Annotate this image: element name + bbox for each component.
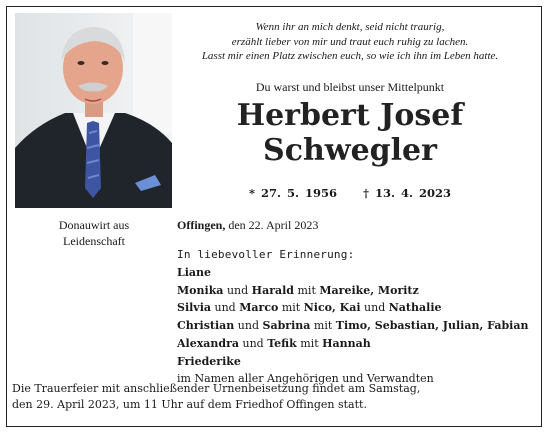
caption-line: Donauwirt aus [58,218,130,232]
portrait-image [15,13,172,208]
deceased-name [180,98,520,168]
mourner-name: Silvia [177,301,211,315]
motto: Du warst und bleibst unser Mittelpunkt [255,80,445,94]
mourner-name: Timo, Sebastian, Julian, Fabian [335,319,529,333]
photo-caption [30,218,158,249]
mourner-name: Monika [177,283,224,297]
funeral-info-line: den 29. April 2023, um 11 Uhr auf dem Friedhof Offingen statt. [12,398,367,411]
poem-line: erzählt lieber von mir und traut euch ruhig zu lachen. [231,35,469,48]
caption-line: Leidenschaft [63,233,125,248]
poem [180,20,520,64]
connector: mit [294,283,320,297]
mourner-name: Harald [251,283,294,297]
mourner-name: Friederike [177,354,241,368]
town: Offingen, [177,218,226,232]
mourner-name: Hannah [322,336,371,350]
mourner-name: Christian [177,319,235,333]
birth-date: * 27. 5. 1956 [248,186,337,200]
funeral-info-line: Die Trauerfeier mit anschließender Urnenbeisetzung findet am Samstag, [12,382,421,395]
relatives-line: im Namen aller Angehörigen und Verwandten [177,371,434,385]
mourner-name: Liane [177,265,212,279]
connector: mit [278,301,304,315]
mourner-name: Tefik [267,336,297,350]
mourner-name: Nico, Kai [303,301,361,315]
poem-line: Lasst mir einen Platz zwischen euch, so wie ich ihn im Leben hatte. [201,50,499,62]
connector: und [211,301,240,315]
connector: und [239,336,268,350]
mourner-line [177,264,537,282]
mourners-list [177,247,537,387]
funeral-info [12,381,527,413]
poem-line: Wenn ihr an mich denkt, seid nicht traurig, [255,21,445,33]
surname: Schwegler [263,133,437,168]
death-date: † 13. 4. 2023 [363,186,452,200]
mourner-line [177,317,537,335]
mourner-name: Alexandra [177,336,240,350]
mourner-line [177,335,537,353]
first-names: Herbert Josef [236,98,464,133]
connector: und [360,301,389,315]
portrait-photo [15,13,172,208]
place-date [177,218,318,233]
mourner-name: Marco [239,301,279,315]
connector: und [234,319,263,333]
connector: mit [310,319,336,333]
notice-date: den 22. April 2023 [228,218,319,232]
mourner-name: Sabrina [262,319,311,333]
mourner-line [177,299,537,317]
mourner-name: Nathalie [388,301,442,315]
mourner-name: Mareike, Moritz [319,283,419,297]
mourner-line [177,353,537,371]
connector: und [223,283,252,297]
memory-heading: In liebevoller Erinnerung: [177,248,355,261]
mourner-line [177,282,537,300]
connector: mit [296,336,323,350]
life-dates [180,186,520,200]
